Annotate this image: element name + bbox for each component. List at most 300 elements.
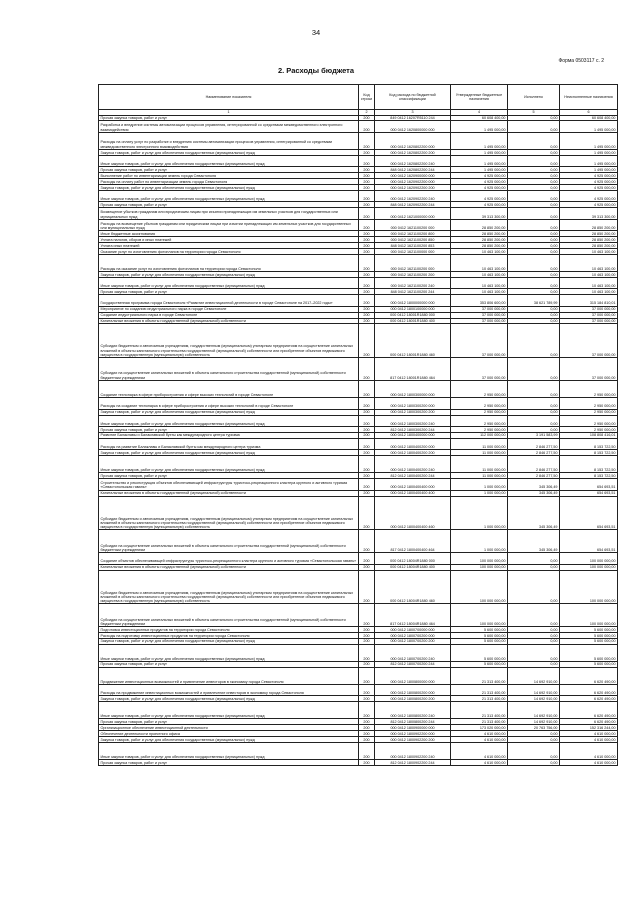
row-approved: 2 950 000,00	[451, 381, 508, 398]
row-approved: 100 000 000,00	[451, 564, 508, 570]
row-line-code: 200	[359, 496, 375, 530]
row-name: Субсидии на осуществление капитальных вложений в объекты капитального строительства государственной (муниципальной) собственности бюджетным учреждениям	[99, 604, 359, 627]
row-line-code: 200	[359, 271, 375, 277]
row-line-code: 200	[359, 742, 375, 759]
row-name: Закупка товаров, работ и услуг для обеспечения государственных (муниципальных) нужд	[99, 271, 359, 277]
row-name: Иные закупки товаров, работ и услуг для обеспечения государственных (муниципальных) нужд	[99, 415, 359, 427]
row-name: Капитальные вложения в объекты государственной (муниципальной) собственности	[99, 490, 359, 496]
row-classification: 000 0412 18001R1880 400	[375, 318, 451, 324]
row-executed: 0,00	[508, 179, 560, 185]
row-line-code: 200	[359, 731, 375, 737]
row-approved: 21 313 400,00	[451, 684, 508, 696]
row-executed: 2 846 277,50	[508, 473, 560, 479]
row-line-code: 200	[359, 208, 375, 220]
table-row	[99, 358, 618, 381]
section-title: 2. Расходы бюджета	[277, 66, 355, 75]
row-name: Прочая закупка товаров, работ и услуг	[99, 661, 359, 667]
row-line-code: 200	[359, 381, 375, 398]
row-line-code: 200	[359, 185, 375, 191]
row-line-code: 200	[359, 190, 375, 202]
row-approved: 353 806 600,00	[451, 295, 508, 307]
row-line-code: 200	[359, 570, 375, 604]
table-row	[99, 604, 618, 627]
row-unexecuted: 28 850 200,00	[560, 243, 618, 249]
row-executed: 0,00	[508, 398, 560, 410]
row-approved: 11 000 000,00	[451, 473, 508, 479]
row-approved: 112 000 000,00	[451, 432, 508, 438]
row-name: Прочая закупка товаров, работ и услуг	[99, 719, 359, 725]
row-classification: 000 0412 1620802200 200	[375, 149, 451, 155]
row-unexecuted: 28 850 200,00	[560, 219, 618, 231]
row-unexecuted: 100 000 000,00	[560, 564, 618, 570]
row-executed: 0,00	[508, 627, 560, 633]
row-approved: 4 925 000,00	[451, 202, 508, 208]
row-executed: 0,00	[508, 318, 560, 324]
row-unexecuted: 6 620 490,00	[560, 684, 618, 696]
row-name: Субсидии на осуществление капитальных вложений в объекты капитального строительства государственной (муниципальной) собственности бюджетным учреждениям	[99, 358, 359, 381]
row-unexecuted: 4 925 000,00	[560, 202, 618, 208]
row-unexecuted: 100 000 000,00	[560, 553, 618, 565]
row-executed: 14 692 910,00	[508, 696, 560, 702]
row-classification: 000 0412 1800902200 000	[375, 731, 451, 737]
row-approved: 10 463 100,00	[451, 254, 508, 271]
row-classification: 000 0412 1620800000 000	[375, 121, 451, 133]
row-line-code: 200	[359, 450, 375, 456]
row-line-code: 200	[359, 179, 375, 185]
row-classification: 000 0412 1621100200 800	[375, 231, 451, 237]
row-unexecuted: 4 925 000,00	[560, 185, 618, 191]
row-unexecuted: 5 600 000,00	[560, 627, 618, 633]
row-executed: 0,00	[508, 132, 560, 149]
row-approved: 37 000 000,00	[451, 318, 508, 324]
row-approved: 11 000 000,00	[451, 450, 508, 456]
row-unexecuted: 8 153 722,50	[560, 456, 618, 473]
row-approved: 37 000 000,00	[451, 324, 508, 358]
header-approved: Утвержденные бюджетные назначения	[451, 85, 508, 110]
row-unexecuted: 4 925 000,00	[560, 179, 618, 185]
row-line-code: 200	[359, 553, 375, 565]
row-classification: 000 0412 1800100000 000	[375, 306, 451, 312]
row-executed: 0,00	[508, 237, 560, 243]
table-row	[99, 644, 618, 661]
row-executed: 345 306,49	[508, 496, 560, 530]
table-row	[99, 479, 618, 491]
table-row	[99, 254, 618, 271]
row-classification: 000 0412 18001R1880 460	[375, 324, 451, 358]
row-unexecuted: 4 925 000,00	[560, 190, 618, 202]
row-executed: 0,00	[508, 737, 560, 743]
row-classification: 000 0412 1800902200 240	[375, 742, 451, 759]
row-classification: 000 0412 1621100200 850	[375, 237, 451, 243]
row-unexecuted: 39 313 300,00	[560, 208, 618, 220]
row-executed: 0,00	[508, 381, 560, 398]
row-classification: 000 0412 1620900000 000	[375, 173, 451, 179]
row-name: Иные закупки товаров, работ и услуг для обеспечения государственных (муниципальных) нужд	[99, 190, 359, 202]
row-name: Закупка товаров, работ и услуг для обеспечения государственных (муниципальных) нужд	[99, 737, 359, 743]
row-line-code: 200	[359, 438, 375, 450]
row-line-code: 200	[359, 604, 375, 627]
row-classification: 812 0412 1800400200 244	[375, 473, 451, 479]
row-line-code: 200	[359, 737, 375, 743]
row-classification: 000 0412 1800800200 240	[375, 702, 451, 719]
row-executed: 0,00	[508, 190, 560, 202]
row-approved: 39 313 300,00	[451, 208, 508, 220]
row-unexecuted: 10 463 100,00	[560, 277, 618, 289]
row-executed: 0,00	[508, 553, 560, 565]
row-approved: 10 463 100,00	[451, 271, 508, 277]
row-name: Создание технопарка в сфере приборостроения и сфере высоких технологий в городе Севастополе	[99, 381, 359, 398]
row-name: Иные закупки товаров, работ и услуг для обеспечения государственных (муниципальных) нужд	[99, 155, 359, 167]
row-approved: 4 610 000,00	[451, 731, 508, 737]
row-classification: 817 0412 18004R1880 464	[375, 604, 451, 627]
row-classification: 000 0412 1800400200 000	[375, 438, 451, 450]
row-unexecuted: 1 495 000,00	[560, 167, 618, 173]
row-unexecuted: 60 608 400,00	[560, 115, 618, 121]
row-name: Создание объектов обеспечивающей инфраструктуры туристско-рекреационного кластера крупного и активного туризма «Севастопольская гавань»	[99, 553, 359, 565]
row-executed: 0,00	[508, 202, 560, 208]
row-classification: 000 0412 1800400400 400	[375, 490, 451, 496]
row-executed: 2 846 277,50	[508, 438, 560, 450]
row-line-code: 200	[359, 312, 375, 318]
row-line-code: 200	[359, 219, 375, 231]
row-line-code: 200	[359, 202, 375, 208]
table-row	[99, 667, 618, 684]
row-line-code: 200	[359, 167, 375, 173]
row-classification: 000 0412 1620802200 000	[375, 132, 451, 149]
row-name: Иные закупки товаров, работ и услуг для обеспечения государственных (муниципальных) нужд	[99, 702, 359, 719]
row-name: Прочая закупка товаров, работ и услуг	[99, 759, 359, 765]
row-approved: 28 850 200,00	[451, 231, 508, 237]
row-approved: 4 610 000,00	[451, 759, 508, 765]
row-executed: 0,00	[508, 661, 560, 667]
row-line-code: 200	[359, 667, 375, 684]
row-name: Закупка товаров, работ и услуг для обеспечения государственных (муниципальных) нужд	[99, 185, 359, 191]
row-name: Капитальные вложения в объекты государственной (муниципальной) собственности	[99, 318, 359, 324]
row-name: Расходы на оказание услуг по изготовлению фотопланов на территории города Севастополя	[99, 254, 359, 271]
row-unexecuted: 37 000 000,00	[560, 318, 618, 324]
row-line-code: 200	[359, 115, 375, 121]
table-row	[99, 684, 618, 696]
row-classification: 817 0412 1800400400 464	[375, 530, 451, 553]
row-unexecuted: 654 693,51	[560, 530, 618, 553]
row-classification: 000 0412 1621100200 240	[375, 277, 451, 289]
header-unexecuted: Неисполненные назначения	[560, 85, 618, 110]
row-unexecuted: 4 610 000,00	[560, 759, 618, 765]
row-classification: 000 0412 1800800200 000	[375, 684, 451, 696]
row-unexecuted: 37 000 000,00	[560, 358, 618, 381]
row-approved: 1 000 000,00	[451, 496, 508, 530]
row-name: Закупка товаров, работ и услуг для обеспечения государственных (муниципальных) нужд	[99, 638, 359, 644]
table-row	[99, 742, 618, 759]
row-classification: 000 0412 1800000000 000	[375, 295, 451, 307]
row-executed: 14 692 910,00	[508, 719, 560, 725]
row-unexecuted: 654 693,51	[560, 479, 618, 491]
row-approved: 28 850 200,00	[451, 237, 508, 243]
row-unexecuted: 28 850 200,00	[560, 231, 618, 237]
row-line-code: 200	[359, 149, 375, 155]
row-line-code: 200	[359, 473, 375, 479]
row-unexecuted: 6 620 490,00	[560, 667, 618, 684]
table-row	[99, 324, 618, 358]
row-approved: 5 600 000,00	[451, 644, 508, 661]
row-line-code: 200	[359, 530, 375, 553]
table-row	[99, 530, 618, 553]
row-executed: 345 306,49	[508, 490, 560, 496]
row-name: Расходы на продвижение инвестиционных возможностей и привлечение инвесторов в экономику города Севастополя	[99, 684, 359, 696]
row-name: Развитие Балаклавы и Балаклавской бухты как международного центра туризма	[99, 432, 359, 438]
row-classification: 000 0412 18004R1880 400	[375, 564, 451, 570]
row-line-code: 200	[359, 696, 375, 702]
table-row	[99, 398, 618, 410]
row-approved: 100 000 000,00	[451, 604, 508, 627]
table-row	[99, 295, 618, 307]
row-executed: 0,00	[508, 185, 560, 191]
row-approved: 5 600 000,00	[451, 632, 508, 638]
row-approved: 1 495 000,00	[451, 149, 508, 155]
row-approved: 100 000 000,00	[451, 553, 508, 565]
header-name: Наименование показателя	[99, 85, 359, 110]
row-executed: 0,00	[508, 231, 560, 237]
row-name: Строительство и реконструкция объектов обеспечивающей инфраструктуры туристско-рекреационного кластера крупного и активного туризма «Севастопольская гавань»	[99, 479, 359, 491]
column-number: 5	[508, 110, 560, 116]
row-unexecuted: 8 153 722,50	[560, 473, 618, 479]
row-unexecuted: 37 000 000,00	[560, 306, 618, 312]
row-unexecuted: 10 463 100,00	[560, 254, 618, 271]
row-approved: 28 850 200,00	[451, 219, 508, 231]
table-row	[99, 155, 618, 167]
row-unexecuted: 2 950 000,00	[560, 415, 618, 427]
row-classification: 000 0412 1800800000 000	[375, 667, 451, 684]
row-executed: 14 692 910,00	[508, 667, 560, 684]
row-unexecuted: 28 850 200,00	[560, 237, 618, 243]
row-approved: 1 495 000,00	[451, 132, 508, 149]
row-classification: 000 0412 1621100200 000	[375, 254, 451, 271]
table-row	[99, 121, 618, 133]
row-name: Расходы на подготовку инвестиционных продуктов на территории города Севастополя	[99, 632, 359, 638]
row-unexecuted: 2 950 000,00	[560, 427, 618, 433]
row-name: Уплата налогов, сборов и иных платежей	[99, 237, 359, 243]
table-header-row	[99, 85, 618, 110]
row-name: Разработка и внедрение системы автоматизации процессов управления, интегрированной со средствами межведомственного электронного взаимодействия	[99, 121, 359, 133]
table-row	[99, 190, 618, 202]
table-row	[99, 702, 618, 719]
row-executed: 0,00	[508, 638, 560, 644]
table-row	[99, 219, 618, 231]
row-classification: 000 0412 1800700200 200	[375, 638, 451, 644]
row-approved: 1 000 000,00	[451, 479, 508, 491]
row-executed: 0,00	[508, 149, 560, 155]
row-executed: 0,00	[508, 115, 560, 121]
row-name: Создание индустриального парка в городе Севастополе	[99, 312, 359, 318]
row-classification: 848 0412 1621100200 244	[375, 289, 451, 295]
row-line-code: 200	[359, 398, 375, 410]
table-row	[99, 456, 618, 473]
row-name: Прочая закупка товаров, работ и услуг	[99, 115, 359, 121]
row-classification: 000 0412 1620802200 240	[375, 155, 451, 167]
row-name: Прочая закупка товаров, работ и услуг	[99, 289, 359, 295]
row-line-code: 200	[359, 243, 375, 249]
header-line-code: Код строки	[359, 85, 375, 110]
row-approved: 100 000 000,00	[451, 570, 508, 604]
row-executed: 0,00	[508, 155, 560, 167]
table-row	[99, 381, 618, 398]
row-unexecuted: 5 600 000,00	[560, 638, 618, 644]
table-row	[99, 570, 618, 604]
row-name: Прочая закупка товаров, работ и услуг	[99, 202, 359, 208]
column-number: 2	[359, 110, 375, 116]
row-classification: 000 0412 1620902200 240	[375, 190, 451, 202]
row-unexecuted: 2 950 000,00	[560, 381, 618, 398]
row-executed: 0,00	[508, 409, 560, 415]
row-executed: 0,00	[508, 324, 560, 358]
row-name: Субсидии бюджетным и автономным учреждениям, государственным (муниципальным) унитарным предприятиям на осуществление капитальных вложений в объекты капитального строительства государственной (муниципальной) собственности или приобретение объектов недвижимого имущества в государственную (муниципальную) собственность	[99, 570, 359, 604]
row-classification: 000 0412 1621000000 000	[375, 208, 451, 220]
table-row	[99, 277, 618, 289]
row-classification: 000 0412 1800700200 000	[375, 632, 451, 638]
row-name: Закупка товаров, работ и услуг для обеспечения государственных (муниципальных) нужд	[99, 149, 359, 155]
row-classification: 000 0412 1800902200 200	[375, 737, 451, 743]
row-unexecuted: 315 184 810,01	[560, 295, 618, 307]
row-unexecuted: 4 610 000,00	[560, 742, 618, 759]
row-name: Капитальные вложения в объекты государственной (муниципальной) собственности	[99, 564, 359, 570]
row-approved: 1 495 000,00	[451, 121, 508, 133]
page-number: 34	[311, 28, 321, 37]
row-executed: 0,00	[508, 759, 560, 765]
row-unexecuted: 8 153 722,50	[560, 438, 618, 450]
row-name: Закупка товаров, работ и услуг для обеспечения государственных (муниципальных) нужд	[99, 409, 359, 415]
row-unexecuted: 10 463 100,00	[560, 271, 618, 277]
row-unexecuted: 5 600 000,00	[560, 632, 618, 638]
row-approved: 5 600 000,00	[451, 627, 508, 633]
row-approved: 4 925 000,00	[451, 185, 508, 191]
row-executed: 0,00	[508, 306, 560, 312]
row-line-code: 200	[359, 564, 375, 570]
row-executed: 0,00	[508, 742, 560, 759]
row-unexecuted: 100 000 000,00	[560, 570, 618, 604]
column-number: 4	[451, 110, 508, 116]
row-executed: 0,00	[508, 289, 560, 295]
row-line-code: 200	[359, 249, 375, 255]
row-executed: 0,00	[508, 173, 560, 179]
row-line-code: 200	[359, 277, 375, 289]
row-classification: 812 0412 1800800200 244	[375, 719, 451, 725]
row-classification: 000 0412 1800300200 200	[375, 409, 451, 415]
row-classification: 000 0412 1620902200 200	[375, 185, 451, 191]
row-classification: 000 0412 1800400400 460	[375, 496, 451, 530]
row-line-code: 200	[359, 324, 375, 358]
row-executed: 0,00	[508, 604, 560, 627]
row-unexecuted: 2 950 000,00	[560, 409, 618, 415]
row-executed: 2 846 277,50	[508, 456, 560, 473]
row-executed: 0,00	[508, 243, 560, 249]
row-executed: 0,00	[508, 564, 560, 570]
row-executed: 2 846 277,50	[508, 450, 560, 456]
row-line-code: 200	[359, 627, 375, 633]
row-line-code: 200	[359, 725, 375, 731]
row-line-code: 200	[359, 254, 375, 271]
row-name: Оказание услуг по изготовлению фотопланов на территории города Севастополя	[99, 249, 359, 255]
row-unexecuted: 10 463 100,00	[560, 289, 618, 295]
row-approved: 5 600 000,00	[451, 638, 508, 644]
row-approved: 2 950 000,00	[451, 415, 508, 427]
row-executed: 0,00	[508, 731, 560, 737]
row-unexecuted: 654 693,51	[560, 490, 618, 496]
row-line-code: 200	[359, 121, 375, 133]
row-line-code: 200	[359, 684, 375, 696]
row-line-code: 200	[359, 427, 375, 433]
row-classification: 000 0412 1800800200 200	[375, 696, 451, 702]
row-name: Расходы на развитие Балаклавы и Балаклавской бухты как международного центра туризма	[99, 438, 359, 450]
row-name: Иные закупки товаров, работ и услуг для обеспечения государственных (муниципальных) нужд	[99, 277, 359, 289]
row-line-code: 200	[359, 759, 375, 765]
row-approved: 173 020 000,00	[451, 725, 508, 731]
row-name: Возмещение убытков гражданам или юридическим лицам при изъятии принадлежащих им земельных участков для государственных или муниципальных нужд	[99, 208, 359, 220]
row-executed: 0,00	[508, 415, 560, 427]
row-unexecuted: 4 925 000,00	[560, 173, 618, 179]
row-executed: 0,00	[508, 277, 560, 289]
table-row	[99, 496, 618, 530]
row-approved: 1 495 000,00	[451, 155, 508, 167]
row-executed: 0,00	[508, 644, 560, 661]
row-executed: 0,00	[508, 427, 560, 433]
row-classification: 000 0412 18004R1880 460	[375, 570, 451, 604]
row-line-code: 200	[359, 306, 375, 312]
row-classification: 812 0412 1800700200 244	[375, 661, 451, 667]
row-name: Иные закупки товаров, работ и услуг для обеспечения государственных (муниципальных) нужд	[99, 742, 359, 759]
row-classification: 848 0412 1620802200 244	[375, 167, 451, 173]
row-unexecuted: 1 495 000,00	[560, 132, 618, 149]
row-line-code: 200	[359, 289, 375, 295]
row-unexecuted: 37 000 000,00	[560, 324, 618, 358]
row-executed: 14 692 910,00	[508, 684, 560, 696]
row-line-code: 200	[359, 638, 375, 644]
row-unexecuted: 1 495 000,00	[560, 149, 618, 155]
row-approved: 1 495 000,00	[451, 167, 508, 173]
row-line-code: 200	[359, 237, 375, 243]
row-name: Выполнение работ по инвентаризации земель города Севастополя	[99, 173, 359, 179]
row-unexecuted: 10 463 100,00	[560, 249, 618, 255]
row-line-code: 200	[359, 479, 375, 491]
table-row	[99, 415, 618, 427]
row-classification: 000 0412 1800400400 000	[375, 479, 451, 491]
row-line-code: 200	[359, 719, 375, 725]
row-approved: 37 000 000,00	[451, 312, 508, 318]
row-name: Расходы на оплату услуг по разработке и внедрению системы автоматизации процессов управления, интегрированной со средствами межведомственного электронного взаимодействия	[99, 132, 359, 149]
column-number: 3	[375, 110, 451, 116]
row-line-code: 200	[359, 155, 375, 167]
row-approved: 21 313 400,00	[451, 696, 508, 702]
row-name: Прочая закупка товаров, работ и услуг	[99, 473, 359, 479]
row-executed: 3 191 583,99	[508, 432, 560, 438]
table-row	[99, 553, 618, 565]
row-unexecuted: 2 950 000,00	[560, 398, 618, 410]
row-classification: 812 0412 1800902200 244	[375, 759, 451, 765]
row-name: Закупка товаров, работ и услуг для обеспечения государственных (муниципальных) нужд	[99, 696, 359, 702]
row-name: Прочая закупка товаров, работ и услуг	[99, 167, 359, 173]
column-number: 1	[99, 110, 359, 116]
row-line-code: 200	[359, 173, 375, 179]
row-name: Мероприятие по созданию индустриального парка в городе Севастополе	[99, 306, 359, 312]
row-line-code: 200	[359, 231, 375, 237]
row-classification: 000 0412 1800300200 240	[375, 415, 451, 427]
row-name: Продвижение инвестиционных возможностей и привлечение инвесторов в экономику города Севастополя	[99, 667, 359, 684]
row-name: Обеспечение деятельности проектного офиса	[99, 731, 359, 737]
row-classification: 817 0412 18001R1880 464	[375, 358, 451, 381]
row-line-code: 200	[359, 132, 375, 149]
row-approved: 21 313 400,00	[451, 702, 508, 719]
row-executed: 345 306,49	[508, 530, 560, 553]
row-classification: 812 0412 1800300200 244	[375, 427, 451, 433]
